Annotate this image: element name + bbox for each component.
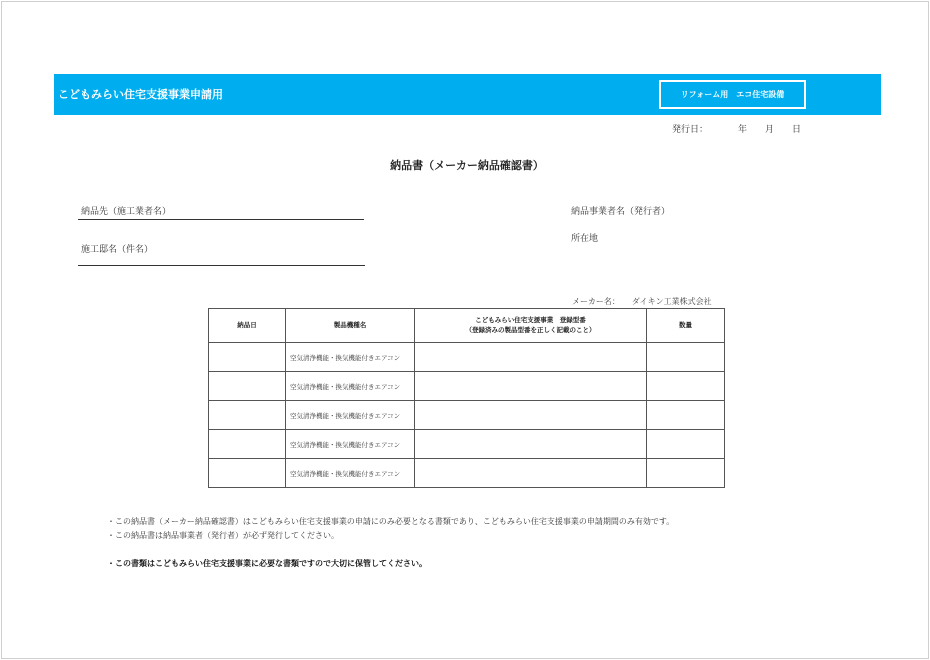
issue-date-day: 日 — [792, 125, 802, 135]
recipient-label: 納品先（施工業者名） — [81, 207, 172, 217]
category-box: リフォーム用 エコ住宅設備 — [659, 80, 806, 109]
issuer-label: 納品事業者名（発行者） — [571, 207, 671, 217]
maker-name: ダイキン工業株式会社 — [631, 297, 712, 306]
cell-model[interactable] — [415, 459, 647, 488]
cell-qty[interactable] — [647, 401, 725, 430]
issue-date-year: 年 — [738, 125, 748, 135]
document-page — [1, 1, 929, 659]
cell-product: 空気清浄機能・換気機能付きエアコン — [286, 401, 415, 430]
notes — [107, 515, 674, 571]
recipient-underline — [78, 219, 364, 220]
cell-date[interactable] — [209, 459, 286, 488]
header-model — [415, 309, 647, 343]
page-title: 納品書（メーカー納品確認書） — [390, 159, 544, 172]
note-line: ・この納品書（メーカー納品確認書）はこどもみらい住宅支援事業の申請にのみ必要となる書類であり、こどもみらい住宅支援事業の申請期間のみ有効です。 — [107, 517, 675, 526]
table-row — [209, 401, 725, 430]
header-banner — [54, 74, 881, 115]
table-row — [209, 459, 725, 488]
cell-product: 空気清浄機能・換気機能付きエアコン — [286, 343, 415, 372]
maker-label: メーカー名： — [572, 297, 620, 306]
table-row — [209, 372, 725, 401]
cell-product: 空気清浄機能・換気機能付きエアコン — [286, 430, 415, 459]
cell-model[interactable] — [415, 372, 647, 401]
cell-date[interactable] — [209, 430, 286, 459]
address-label: 所在地 — [571, 234, 599, 244]
cell-model[interactable] — [415, 430, 647, 459]
cell-date[interactable] — [209, 343, 286, 372]
owner-underline — [78, 265, 365, 266]
header-date: 納品日 — [209, 309, 286, 343]
banner-title: こどもみらい住宅支援事業申請用 — [58, 88, 223, 101]
issue-date-label: 発行日： — [672, 125, 709, 135]
cell-product: 空気清浄機能・換気機能付きエアコン — [286, 459, 415, 488]
issue-date-month: 月 — [765, 125, 775, 135]
cell-model[interactable] — [415, 401, 647, 430]
delivery-table — [208, 308, 725, 488]
table-row — [209, 430, 725, 459]
issue-date — [672, 122, 801, 135]
header-model-line2: （登録済みの製品型番を正しく記載のこと） — [465, 325, 596, 334]
owner-label: 施工邸名（件名） — [81, 245, 154, 255]
cell-model[interactable] — [415, 343, 647, 372]
header-product: 製品機種名 — [286, 309, 415, 343]
cell-qty[interactable] — [647, 459, 725, 488]
cell-qty[interactable] — [647, 343, 725, 372]
important-note: ・この書類はこどもみらい住宅支援事業に必要な書類ですので大切に保管してください。 — [107, 559, 427, 568]
cell-qty[interactable] — [647, 430, 725, 459]
table-row — [209, 343, 725, 372]
header-qty: 数量 — [647, 309, 725, 343]
cell-qty[interactable] — [647, 372, 725, 401]
table-header-row — [209, 309, 725, 343]
header-model-line1: こどもみらい住宅支援事業 登録型番 — [475, 316, 586, 325]
note-line: ・この納品書は納品事業者（発行者）が必ず発行してください。 — [107, 531, 339, 540]
cell-product: 空気清浄機能・換気機能付きエアコン — [286, 372, 415, 401]
cell-date[interactable] — [209, 372, 286, 401]
cell-date[interactable] — [209, 401, 286, 430]
maker-line — [572, 296, 712, 307]
